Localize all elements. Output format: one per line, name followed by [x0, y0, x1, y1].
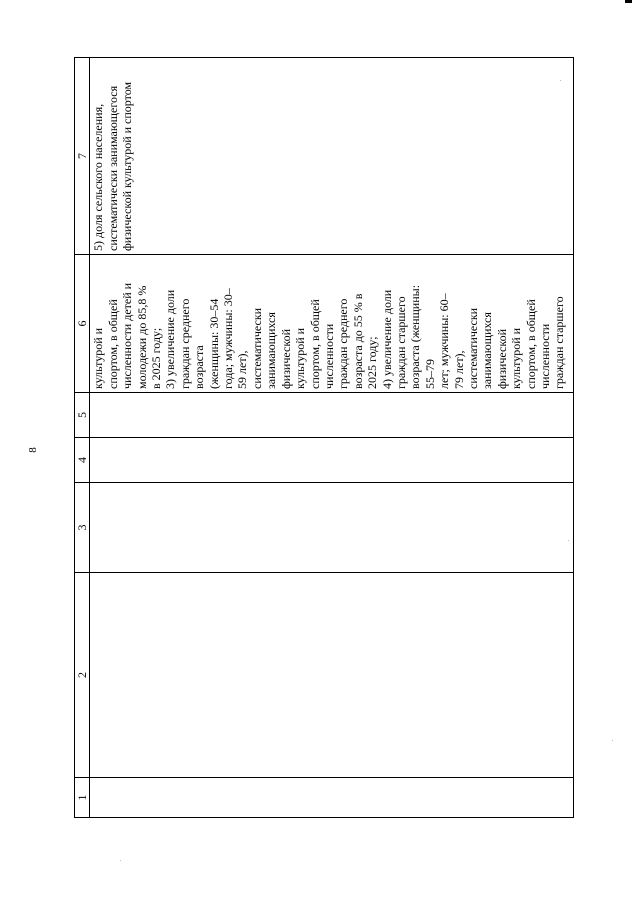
- column-header-5: 5: [75, 393, 90, 438]
- header-row: [75, 58, 90, 818]
- program-indicators-table: [74, 57, 574, 818]
- cell-col-4: [90, 438, 574, 483]
- cell-col-2: [90, 573, 574, 778]
- cell-col-1: [90, 778, 574, 818]
- indicators-text: культурой и спортом, в общей численности детей и молодежи до 85,8 % в 2025 году; 3) увеличение доли граждан среднего возраста (женщины: 30–54 года; мужчины: 30– 59 лет), систематически занимающихся физической культурой и спортом, в общей численности граждан среднего возраста до 55 % в 2025 году; 4) увеличение доли граждан старшего возраста (женщины: 55–79 лет; мужчины: 60– 79 лет), систематически занимающихся физической культурой и спортом, в общей численности граждан старшего: [91, 282, 567, 389]
- scan-speck: [612, 740, 613, 741]
- cell-col-7: [90, 58, 574, 255]
- column-header-4: 4: [75, 438, 90, 483]
- rural-population-text: 5) доля сельского населения, систематически занимающегося физической культурой и спортом: [91, 81, 135, 251]
- table-row: [90, 58, 574, 818]
- scan-corner-mark: [625, 0, 632, 3]
- column-header-2: 2: [75, 573, 90, 778]
- cell-col-5: [90, 393, 574, 438]
- table-rotation-wrapper: [74, 58, 574, 818]
- scan-speck: [120, 860, 121, 861]
- cell-col-6: [90, 255, 574, 393]
- column-header-7: 7: [75, 58, 90, 255]
- page-number: 8: [26, 447, 39, 453]
- cell-col-3: [90, 483, 574, 573]
- column-header-6: 6: [75, 255, 90, 393]
- column-header-3: 3: [75, 483, 90, 573]
- rotated-table-container: [74, 58, 574, 818]
- column-header-1: 1: [75, 778, 90, 818]
